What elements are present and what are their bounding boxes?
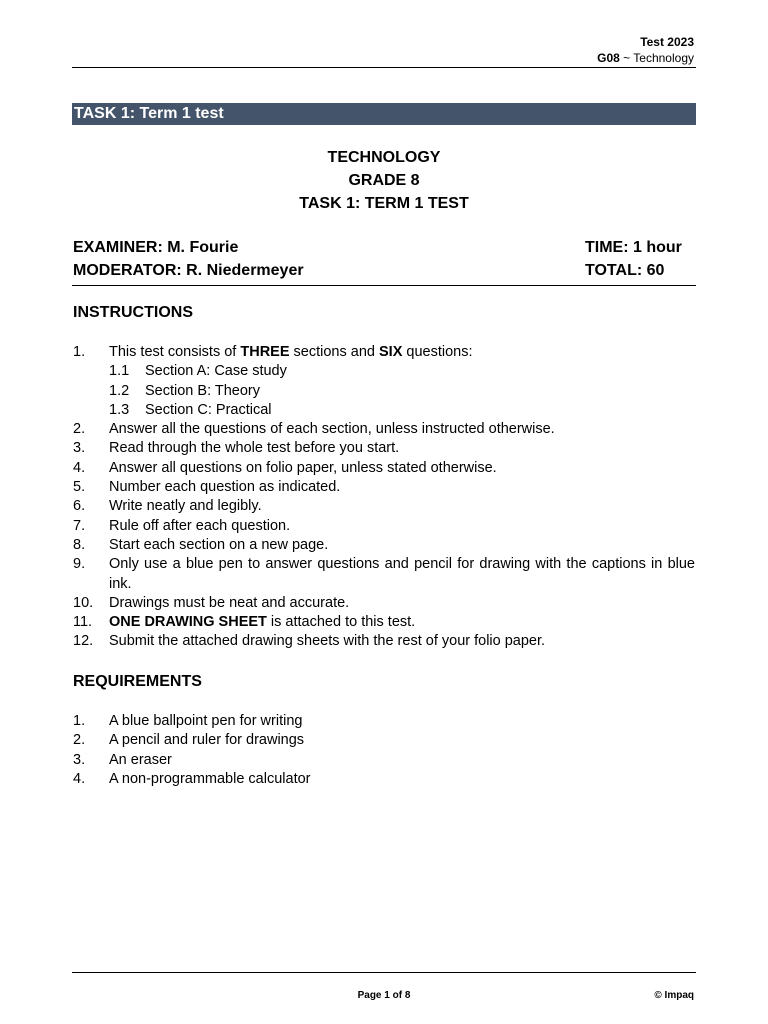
list-item (73, 343, 695, 362)
sub-item-number: 1.2 (109, 382, 130, 399)
time: TIME: 1 hour (585, 239, 682, 256)
list-item: 4. A non-programmable calculator (73, 770, 311, 787)
sub-item (73, 401, 695, 420)
list-item: 4. Answer all questions on folio paper, unless stated otherwise. (73, 459, 497, 476)
requirements-list (73, 712, 695, 789)
instructions-list (73, 343, 695, 652)
item-text: This test consists of THREE sections and SIX questions: (109, 344, 473, 360)
list-item: 1. A blue ballpoint pen for writing (73, 713, 303, 729)
list-item: 3. Read through the whole test before you start. (73, 440, 400, 457)
title-task: TASK 1: TERM 1 TEST (299, 195, 469, 212)
sub-item-number: 1.3 (109, 401, 130, 418)
header-subject-name: ~ Technology (619, 51, 694, 65)
task-banner: TASK 1: Term 1 test (72, 103, 696, 125)
title-subject: TECHNOLOGY (327, 149, 441, 166)
list-item: 3. An eraser (73, 751, 172, 768)
list-item: 12. Submit the attached drawing sheets with the rest of your folio paper. (73, 633, 546, 650)
list-item: 8. Start each section on a new page. (73, 536, 329, 553)
total: TOTAL: 60 (585, 262, 665, 279)
item-number: 1. (73, 344, 86, 360)
header-test-year: Test 2023 (640, 35, 694, 49)
sub-item-text: Section B: Theory (145, 382, 260, 399)
header-grade-code: G08 (597, 51, 620, 65)
requirements-heading: REQUIREMENTS (73, 673, 202, 690)
list-item: 6. Write neatly and legibly. (73, 498, 262, 515)
list-item: 2. A pencil and ruler for drawings (73, 732, 305, 749)
list-item: 10. Drawings must be neat and accurate. (73, 594, 350, 611)
sub-item (73, 362, 695, 381)
moderator: MODERATOR: R. Niedermeyer (73, 262, 304, 279)
copyright: © Impaq (654, 990, 694, 1001)
header-rule (72, 67, 696, 68)
instructions-heading: INSTRUCTIONS (73, 304, 193, 321)
page-header (597, 34, 694, 66)
title-grade: GRADE 8 (348, 172, 420, 189)
list-item: 2. Answer all the questions of each section, unless instructed otherwise. (73, 421, 555, 438)
sub-item-number: 1.1 (109, 363, 130, 380)
list-item: 5. Number each question as indicated. (73, 479, 341, 496)
list-item: 7. Rule off after each question. (73, 517, 291, 534)
meta-rule (72, 285, 696, 286)
examiner: EXAMINER: M. Fourie (73, 239, 239, 256)
sub-item (73, 382, 695, 401)
list-item: 11. ONE DRAWING SHEET is attached to this test. (73, 614, 416, 631)
footer-rule (72, 972, 696, 973)
sub-item-text: Section A: Case study (145, 363, 287, 380)
header-subject (597, 50, 694, 66)
page-number: Page 1 of 8 (357, 990, 411, 1001)
sub-item-text: Section C: Practical (145, 401, 272, 418)
list-item: 9. Only use a blue pen to answer questions and pencil for drawing with the captions in blue ink. (73, 556, 695, 592)
